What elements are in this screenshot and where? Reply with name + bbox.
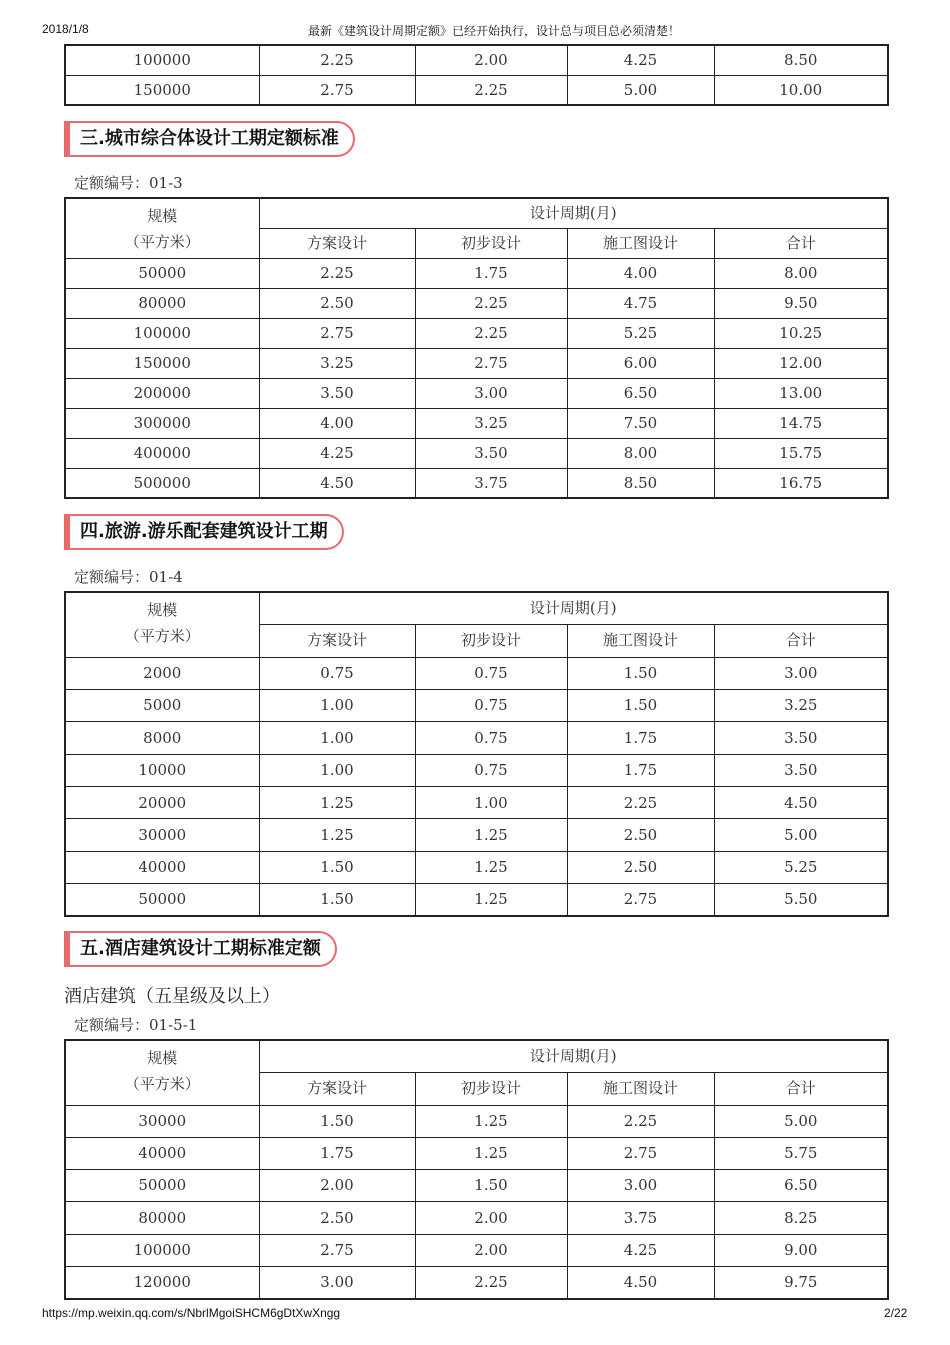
cell-preliminary: 1.75 xyxy=(415,258,567,288)
col-header-preliminary: 初步设计 xyxy=(415,624,567,657)
cell-total: 3.00 xyxy=(714,657,888,689)
cell-preliminary: 1.25 xyxy=(415,1137,567,1169)
cell-scale: 30000 xyxy=(65,819,259,851)
cell-total: 3.25 xyxy=(714,689,888,721)
cell-preliminary: 1.50 xyxy=(415,1170,567,1202)
cell-preliminary: 3.75 xyxy=(415,468,567,498)
section-5-subtitle: 酒店建筑（五星级及以上） xyxy=(64,986,280,1007)
cell-construction: 2.50 xyxy=(567,819,714,851)
cell-scale: 100000 xyxy=(65,318,259,348)
cell-scheme: 0.75 xyxy=(259,657,415,689)
cell-scale: 30000 xyxy=(65,1105,259,1137)
cell-construction: 4.25 xyxy=(567,45,714,75)
table-row xyxy=(65,722,888,754)
cell-scale: 50000 xyxy=(65,258,259,288)
cell-scale: 80000 xyxy=(65,288,259,318)
section-5-title: 五.酒店建筑设计工期标准定额 xyxy=(64,931,337,967)
cell-scheme: 1.50 xyxy=(259,1105,415,1137)
page-header-date: 2018/1/8 xyxy=(42,22,89,36)
cell-total: 8.25 xyxy=(714,1202,888,1234)
cell-preliminary: 2.25 xyxy=(415,1266,567,1298)
cell-scale: 150000 xyxy=(65,348,259,378)
cell-total: 5.00 xyxy=(714,1105,888,1137)
table-row xyxy=(65,408,888,438)
table-row xyxy=(65,348,888,378)
cell-preliminary: 1.25 xyxy=(415,1105,567,1137)
cell-construction: 5.00 xyxy=(567,75,714,105)
cell-preliminary: 2.00 xyxy=(415,1202,567,1234)
table-row xyxy=(65,288,888,318)
cell-construction: 8.50 xyxy=(567,468,714,498)
table-row xyxy=(65,378,888,408)
col-header-total: 合计 xyxy=(714,1072,888,1105)
cell-construction: 2.25 xyxy=(567,787,714,819)
cell-construction: 2.50 xyxy=(567,851,714,883)
table-row xyxy=(65,468,888,498)
col-header-total: 合计 xyxy=(714,624,888,657)
cell-total: 12.00 xyxy=(714,348,888,378)
cell-scheme: 2.25 xyxy=(259,45,415,75)
cell-preliminary: 1.25 xyxy=(415,851,567,883)
cell-construction: 2.25 xyxy=(567,1105,714,1137)
cell-construction: 1.75 xyxy=(567,722,714,754)
table-continuation xyxy=(64,44,889,106)
table-row xyxy=(65,819,888,851)
section-4-quota-code: 定额编号：01-4 xyxy=(74,568,183,586)
cell-scheme: 2.75 xyxy=(259,75,415,105)
cell-construction: 1.75 xyxy=(567,754,714,786)
cell-scale: 40000 xyxy=(65,1137,259,1169)
cell-scale: 5000 xyxy=(65,689,259,721)
cell-scheme: 2.50 xyxy=(259,288,415,318)
cell-scale: 400000 xyxy=(65,438,259,468)
table-row xyxy=(65,318,888,348)
cell-scale: 300000 xyxy=(65,408,259,438)
cell-construction: 3.75 xyxy=(567,1202,714,1234)
cell-preliminary: 2.25 xyxy=(415,75,567,105)
cell-total: 13.00 xyxy=(714,378,888,408)
cell-preliminary: 2.75 xyxy=(415,348,567,378)
cell-preliminary: 1.00 xyxy=(415,787,567,819)
table-row xyxy=(65,438,888,468)
col-header-scheme: 方案设计 xyxy=(259,1072,415,1105)
cell-scale: 10000 xyxy=(65,754,259,786)
cell-total: 9.00 xyxy=(714,1234,888,1266)
cell-total: 3.50 xyxy=(714,754,888,786)
col-header-scheme: 方案设计 xyxy=(259,624,415,657)
cell-total: 9.75 xyxy=(714,1266,888,1298)
col-header-construction: 施工图设计 xyxy=(567,228,714,258)
cell-scheme: 1.75 xyxy=(259,1137,415,1169)
col-header-construction: 施工图设计 xyxy=(567,624,714,657)
table-row xyxy=(65,1137,888,1169)
cell-scale: 150000 xyxy=(65,75,259,105)
cell-construction: 4.50 xyxy=(567,1266,714,1298)
cell-scale: 2000 xyxy=(65,657,259,689)
period-header: 设计周期(月) xyxy=(259,592,888,624)
cell-scheme: 4.00 xyxy=(259,408,415,438)
cell-construction: 6.50 xyxy=(567,378,714,408)
cell-scale: 200000 xyxy=(65,378,259,408)
cell-scale: 80000 xyxy=(65,1202,259,1234)
scale-header: 规模 （平方米） xyxy=(65,592,259,657)
cell-scheme: 2.75 xyxy=(259,1234,415,1266)
cell-total: 10.25 xyxy=(714,318,888,348)
cell-scheme: 3.50 xyxy=(259,378,415,408)
cell-scheme: 2.75 xyxy=(259,318,415,348)
cell-total: 8.50 xyxy=(714,45,888,75)
cell-construction: 3.00 xyxy=(567,1170,714,1202)
cell-construction: 7.50 xyxy=(567,408,714,438)
cell-preliminary: 0.75 xyxy=(415,689,567,721)
cell-scale: 8000 xyxy=(65,722,259,754)
cell-scale: 500000 xyxy=(65,468,259,498)
period-header: 设计周期(月) xyxy=(259,198,888,228)
table-row xyxy=(65,45,888,75)
scale-header: 规模 （平方米） xyxy=(65,198,259,258)
section-3-title: 三.城市综合体设计工期定额标准 xyxy=(64,121,355,157)
cell-total: 5.75 xyxy=(714,1137,888,1169)
page-footer-page-number: 2/22 xyxy=(884,1306,908,1320)
table-section-3 xyxy=(64,197,889,499)
table-row xyxy=(65,1105,888,1137)
cell-total: 3.50 xyxy=(714,722,888,754)
cell-scheme: 1.00 xyxy=(259,754,415,786)
table-row xyxy=(65,1202,888,1234)
cell-construction: 2.75 xyxy=(567,884,714,916)
cell-scale: 50000 xyxy=(65,1170,259,1202)
cell-construction: 5.25 xyxy=(567,318,714,348)
cell-construction: 2.75 xyxy=(567,1137,714,1169)
cell-construction: 6.00 xyxy=(567,348,714,378)
cell-scheme: 4.50 xyxy=(259,468,415,498)
cell-preliminary: 2.25 xyxy=(415,288,567,318)
cell-preliminary: 0.75 xyxy=(415,722,567,754)
cell-scheme: 1.00 xyxy=(259,722,415,754)
table-row xyxy=(65,754,888,786)
col-header-scheme: 方案设计 xyxy=(259,228,415,258)
cell-construction: 4.75 xyxy=(567,288,714,318)
table-row xyxy=(65,258,888,288)
cell-preliminary: 1.25 xyxy=(415,819,567,851)
cell-scheme: 3.25 xyxy=(259,348,415,378)
section-4-title: 四.旅游.游乐配套建筑设计工期 xyxy=(64,514,344,550)
table-row xyxy=(65,851,888,883)
cell-total: 5.00 xyxy=(714,819,888,851)
cell-total: 6.50 xyxy=(714,1170,888,1202)
cell-total: 16.75 xyxy=(714,468,888,498)
cell-construction: 4.25 xyxy=(567,1234,714,1266)
cell-preliminary: 0.75 xyxy=(415,657,567,689)
cell-scheme: 1.25 xyxy=(259,819,415,851)
cell-scale: 100000 xyxy=(65,1234,259,1266)
cell-construction: 1.50 xyxy=(567,657,714,689)
cell-scheme: 1.50 xyxy=(259,851,415,883)
cell-total: 14.75 xyxy=(714,408,888,438)
page-footer-url: https://mp.weixin.qq.com/s/NbrlMgoiSHCM6gDtXwXngg xyxy=(42,1306,341,1320)
cell-construction: 1.50 xyxy=(567,689,714,721)
col-header-preliminary: 初步设计 xyxy=(415,228,567,258)
section-5-quota-code: 定额编号：01-5-1 xyxy=(74,1016,198,1034)
cell-scheme: 1.25 xyxy=(259,787,415,819)
cell-scale: 20000 xyxy=(65,787,259,819)
cell-preliminary: 2.00 xyxy=(415,45,567,75)
table-row xyxy=(65,1170,888,1202)
table-row xyxy=(65,787,888,819)
cell-construction: 4.00 xyxy=(567,258,714,288)
cell-preliminary: 2.25 xyxy=(415,318,567,348)
cell-scheme: 2.00 xyxy=(259,1170,415,1202)
cell-preliminary: 3.25 xyxy=(415,408,567,438)
cell-scheme: 2.25 xyxy=(259,258,415,288)
cell-preliminary: 1.25 xyxy=(415,884,567,916)
cell-total: 15.75 xyxy=(714,438,888,468)
period-header: 设计周期(月) xyxy=(259,1040,888,1072)
cell-preliminary: 2.00 xyxy=(415,1234,567,1266)
table-row xyxy=(65,75,888,105)
cell-total: 8.00 xyxy=(714,258,888,288)
section-3-quota-code: 定额编号：01-3 xyxy=(74,174,183,192)
table-row xyxy=(65,689,888,721)
col-header-total: 合计 xyxy=(714,228,888,258)
cell-total: 10.00 xyxy=(714,75,888,105)
table-row xyxy=(65,657,888,689)
table-row xyxy=(65,884,888,916)
table-section-5 xyxy=(64,1039,889,1300)
cell-scheme: 3.00 xyxy=(259,1266,415,1298)
cell-preliminary: 0.75 xyxy=(415,754,567,786)
cell-scheme: 2.50 xyxy=(259,1202,415,1234)
table-section-4 xyxy=(64,591,889,917)
page-header-title: 最新《建筑设计周期定额》已经开始执行，设计总与项目总必须清楚！ xyxy=(308,24,681,38)
col-header-construction: 施工图设计 xyxy=(567,1072,714,1105)
cell-scale: 120000 xyxy=(65,1266,259,1298)
cell-scale: 100000 xyxy=(65,45,259,75)
col-header-preliminary: 初步设计 xyxy=(415,1072,567,1105)
table-row xyxy=(65,1234,888,1266)
cell-construction: 8.00 xyxy=(567,438,714,468)
cell-scale: 50000 xyxy=(65,884,259,916)
cell-preliminary: 3.50 xyxy=(415,438,567,468)
scale-header: 规模 （平方米） xyxy=(65,1040,259,1105)
cell-total: 4.50 xyxy=(714,787,888,819)
cell-preliminary: 3.00 xyxy=(415,378,567,408)
table-row xyxy=(65,1266,888,1298)
cell-total: 5.25 xyxy=(714,851,888,883)
cell-scheme: 1.00 xyxy=(259,689,415,721)
cell-scheme: 1.50 xyxy=(259,884,415,916)
cell-scale: 40000 xyxy=(65,851,259,883)
cell-total: 9.50 xyxy=(714,288,888,318)
cell-scheme: 4.25 xyxy=(259,438,415,468)
cell-total: 5.50 xyxy=(714,884,888,916)
